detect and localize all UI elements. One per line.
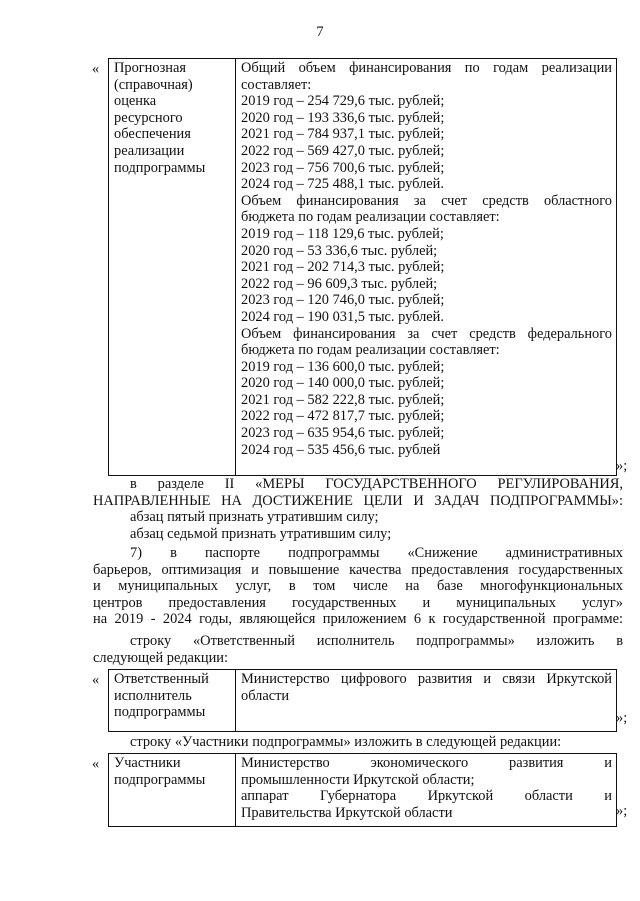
- value-line: Общий объем финансирования по годам реализации: [241, 60, 612, 76]
- responsible-row-paragraph: [93, 633, 623, 666]
- table-label-cell: [109, 59, 236, 476]
- value-line: 2024 год – 535 456,6 тыс. рублей: [241, 441, 441, 458]
- value-line: 2022 год – 96 609,3 тыс. рублей;: [241, 275, 438, 292]
- value-line: 2023 год – 635 954,6 тыс. рублей;: [241, 425, 445, 442]
- open-quote: «: [92, 756, 100, 772]
- text-line: центров предоставления государственных и муниципальных услуг»: [93, 594, 623, 611]
- value-line: 2019 год – 136 600,0 тыс. рублей;: [241, 358, 445, 375]
- label-line: Прогнозная: [114, 60, 186, 76]
- label-line: (справочная): [114, 76, 193, 93]
- value-line: 2023 год – 120 746,0 тыс. рублей;: [241, 292, 445, 309]
- label-line: обеспечения: [114, 126, 191, 143]
- participants-row-paragraph: [93, 734, 623, 751]
- label-line: подпрограммы: [114, 704, 206, 721]
- value-line: Министерство цифрового развития и связи Иркутской: [241, 671, 612, 687]
- label-line: ресурсного: [114, 109, 183, 126]
- label-line: реализации: [114, 142, 185, 159]
- table-value-cell: [236, 670, 617, 732]
- value-line: 2020 год – 140 000,0 тыс. рублей;: [241, 375, 445, 392]
- value-line: 2023 год – 756 700,6 тыс. рублей;: [241, 159, 445, 176]
- value-line: 2021 год – 582 222,8 тыс. рублей;: [241, 391, 445, 408]
- item-seven-paragraph: [93, 545, 623, 628]
- text-line: НАПРАВЛЕННЫЕ НА ДОСТИЖЕНИЕ ЦЕЛИ И ЗАДАЧ ПОДПРОГРАММЫ»:: [93, 492, 623, 509]
- text-line: абзац седьмой признать утратившим силу;: [130, 525, 392, 542]
- resource-estimate-table: [108, 58, 617, 476]
- text-line: абзац пятый признать утратившим силу;: [130, 509, 379, 526]
- value-line: Объем финансирования за счет средств федерального: [241, 325, 612, 342]
- value-line: 2021 год – 202 714,3 тыс. рублей;: [241, 259, 445, 276]
- text-line: строку «Ответственный исполнитель подпрограммы» изложить в: [130, 633, 623, 649]
- participants-table: [108, 753, 617, 827]
- text-line: 7) в паспорте подпрограммы «Снижение административных: [130, 545, 623, 561]
- table-value-cell: [236, 59, 617, 476]
- label-line: Ответственный: [114, 671, 209, 687]
- table-value-cell: [236, 754, 617, 827]
- text-line: строку «Участники подпрограммы» изложить в следующей редакции:: [130, 734, 562, 750]
- value-line: 2022 год – 472 817,7 тыс. рублей;: [241, 408, 445, 425]
- table-label-cell: [109, 754, 236, 827]
- value-line: 2019 год – 118 129,6 тыс. рублей;: [241, 225, 444, 242]
- value-line: промышленности Иркутской области;: [241, 771, 475, 788]
- text-line: следующей редакции:: [93, 649, 228, 666]
- close-quote: »;: [616, 710, 628, 726]
- text-line: на 2019 - 2024 годы, являющейся приложением 6 к государственной программе:: [93, 611, 623, 628]
- value-line: 2020 год – 193 336,6 тыс. рублей;: [241, 109, 445, 126]
- text-line: барьеров, оптимизация и повышение качества предоставления государственных: [93, 561, 623, 578]
- value-line: Министерство экономического развития и: [241, 755, 612, 771]
- label-line: подпрограммы: [114, 159, 206, 176]
- value-line: 2021 год – 784 937,1 тыс. рублей;: [241, 126, 445, 143]
- label-line: подпрограммы: [114, 771, 206, 788]
- section-two-paragraph: [93, 476, 623, 542]
- label-line: оценка: [114, 93, 157, 110]
- open-quote: «: [92, 61, 100, 77]
- label-line: исполнитель: [114, 687, 192, 704]
- value-line: Объем финансирования за счет средств областного: [241, 192, 612, 209]
- value-line: области: [241, 687, 290, 704]
- value-line: 2024 год – 190 031,5 тыс. рублей.: [241, 308, 444, 325]
- responsible-executor-table: [108, 669, 617, 732]
- value-line: составляет:: [241, 76, 312, 93]
- value-line: 2022 год – 569 427,0 тыс. рублей;: [241, 142, 445, 159]
- close-quote: »;: [616, 458, 628, 474]
- open-quote: «: [92, 672, 100, 688]
- page-number: 7: [316, 24, 324, 40]
- text-line: в разделе II «МЕРЫ ГОСУДАРСТВЕННОГО РЕГУЛИРОВАНИЯ,: [130, 476, 623, 492]
- label-line: Участники: [114, 755, 181, 771]
- value-line: бюджета по годам реализации составляет:: [241, 209, 500, 226]
- text-line: и муниципальных услуг, в том числе на базе многофункциональных: [93, 578, 623, 595]
- value-line: аппарат Губернатора Иркутской области и: [241, 788, 612, 805]
- value-line: 2020 год – 53 336,6 тыс. рублей;: [241, 242, 438, 259]
- value-line: бюджета по годам реализации составляет:: [241, 342, 500, 359]
- value-line: 2019 год – 254 729,6 тыс. рублей;: [241, 93, 445, 110]
- value-line: 2024 год – 725 488,1 тыс. рублей.: [241, 176, 444, 193]
- table-label-cell: [109, 670, 236, 732]
- value-line: Правительства Иркутской области: [241, 804, 453, 821]
- close-quote: »;: [616, 803, 628, 819]
